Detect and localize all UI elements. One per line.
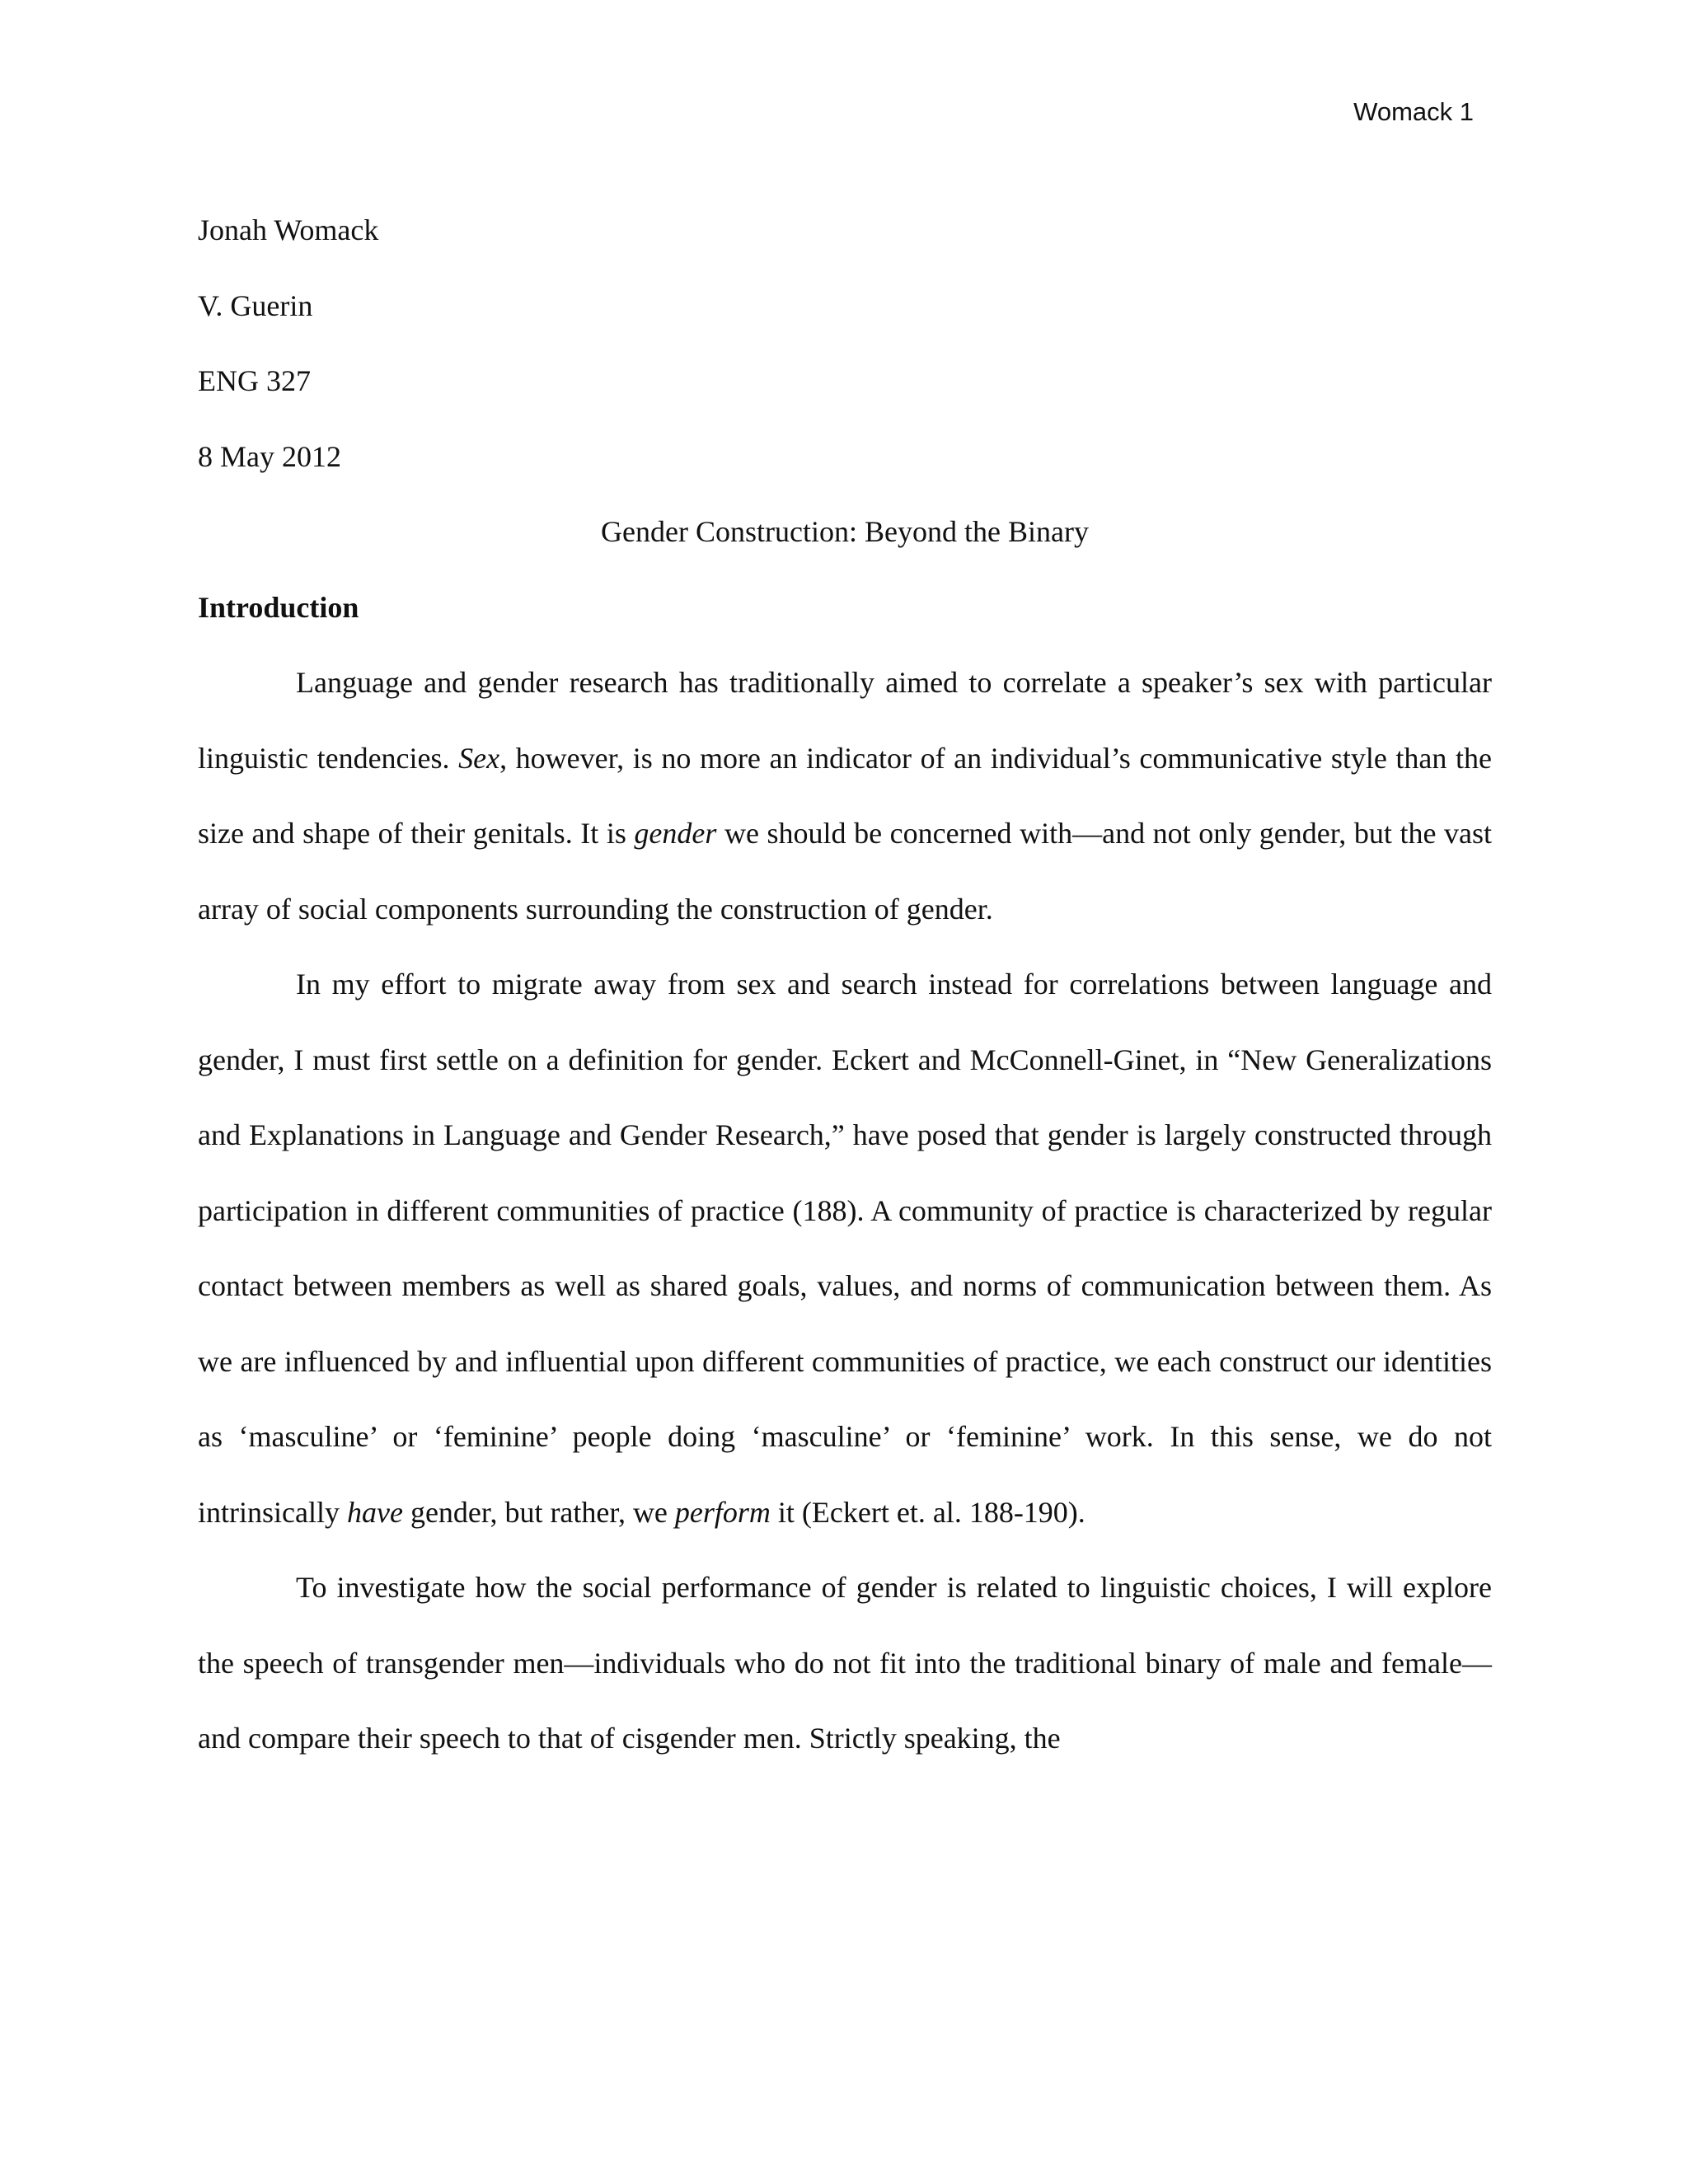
paragraph-2-text-a: In my effort to migrate away from sex and search instead for correlations between language and gender, I must first settle on a definition for gender. Eckert and McConnell-Ginet, in “New Generalizations and Explanations in Language and Gender Research,” have posed that gender is largely constructed through participation in different communities of practice (188). A community of practice is characterized by regular contact between members as well as shared goals, values, and norms of communication between them. As we are influenced by and influential upon different communities of practice, we each construct our identities as ‘masculine’ or ‘feminine’ people doing ‘masculine’ or ‘feminine’ work. In this sense, we do not intrinsically <box>198 968 1492 1529</box>
course-name: ENG 327 <box>198 364 311 397</box>
paragraph-1-text-c: , however, is no more an indicator of an individual’s communicative style than the size and shape of their genitals. It is <box>198 741 1492 850</box>
document-date: 8 May 2012 <box>198 439 341 473</box>
author-name: Jonah Womack <box>198 213 379 246</box>
document-body <box>198 193 1492 1777</box>
paragraph-1-emphasis-gender: gender <box>634 817 717 850</box>
paragraph-2-text-e: it (Eckert et. al. 188-190). <box>770 1495 1085 1529</box>
paragraph-2-text-c: gender, but rather, we <box>402 1495 675 1529</box>
paragraphs <box>198 645 1492 1777</box>
paragraph-2-emphasis-have: have <box>346 1495 403 1529</box>
paragraph-1-text-a: Language and gender research has traditionally aimed to correlate a speaker’s sex with particular linguistic tendencies. <box>198 666 1492 775</box>
running-head: Womack 1 <box>1353 97 1474 126</box>
paragraph-2 <box>198 947 1492 1550</box>
paragraph-1-text-e: we should be concerned with—and not only gender, but the vast array of social components surrounding the construction of gender. <box>198 817 1492 926</box>
instructor-name: V. Guerin <box>198 288 313 322</box>
section-heading: Introduction <box>198 590 359 624</box>
paragraph-1-emphasis-sex: Sex <box>458 741 500 775</box>
paragraph-2-emphasis-perform: perform <box>674 1495 771 1529</box>
paragraph-3-text-a: To investigate how the social performance of gender is related to linguistic choices, I will explore the speech of transgender men—individuals who do not fit into the traditional binary of male and female—and compare their speech to that of cisgender men. Strictly speaking, the <box>198 1571 1492 1755</box>
paragraph-1 <box>198 645 1492 947</box>
paragraph-3 <box>198 1550 1492 1777</box>
document-title: Gender Construction: Beyond the Binary <box>601 515 1089 548</box>
